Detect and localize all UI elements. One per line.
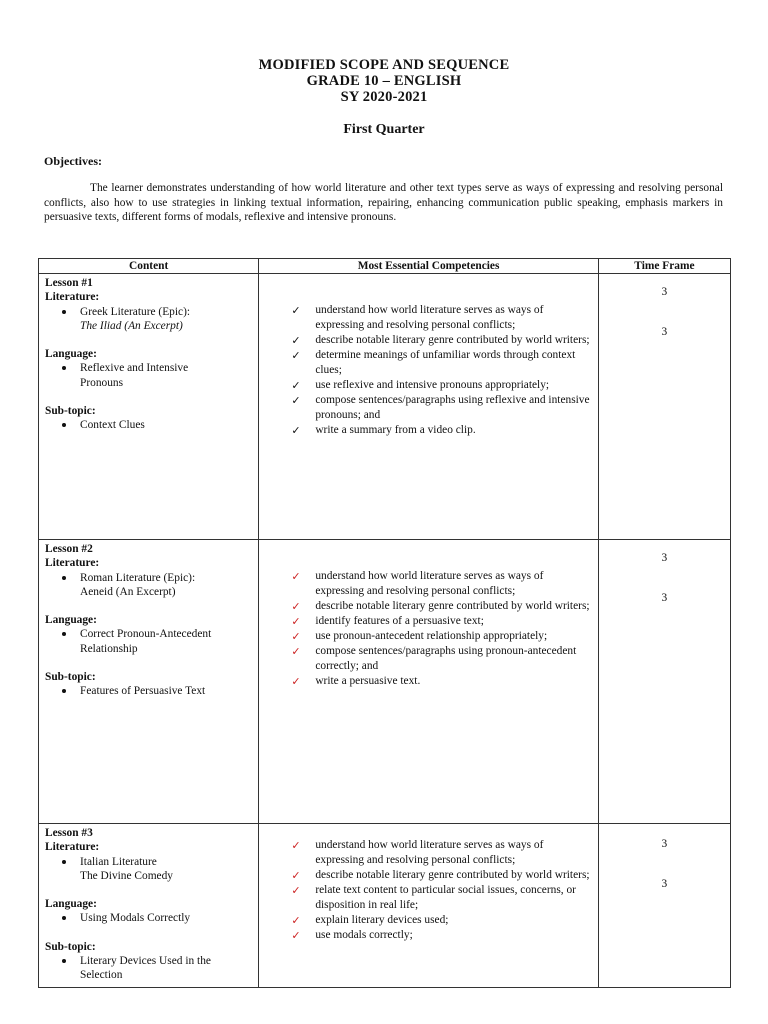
lesson-content-cell xyxy=(39,824,259,988)
document-title xyxy=(0,57,768,105)
checkmark-icon: ✓ xyxy=(291,424,301,437)
competency-item xyxy=(259,348,597,378)
time-frame-value: 3 xyxy=(661,592,668,604)
competency-list xyxy=(259,569,597,689)
time-frame-value: 3 xyxy=(661,552,668,564)
subtopic-line-1: Features of Persuasive Text xyxy=(80,685,206,698)
quarter-heading: First Quarter xyxy=(343,122,425,137)
subtopic-item xyxy=(45,684,258,698)
competencies-cell xyxy=(259,540,598,824)
competency-item xyxy=(259,838,597,868)
checkmark-icon: ✓ xyxy=(291,839,301,852)
lesson-content-cell xyxy=(39,274,259,540)
lesson-row xyxy=(39,824,731,988)
lesson-content-cell xyxy=(39,540,259,824)
subtopic-item xyxy=(45,954,258,983)
language-item xyxy=(45,911,258,925)
competency-text: use modals correctly; xyxy=(315,929,413,941)
title-line-2: GRADE 10 – ENGLISH xyxy=(306,73,462,89)
subtopic-line-1: Literary Devices Used in the xyxy=(80,955,211,968)
competency-item xyxy=(259,303,597,333)
competencies-cell xyxy=(259,824,598,988)
language-line-2: Pronouns xyxy=(80,376,124,389)
lesson-name: Lesson #2 xyxy=(45,543,93,555)
competency-item xyxy=(259,913,597,928)
competency-text: compose sentences/paragraphs using reflexive and intensive pronouns; and xyxy=(315,394,590,421)
checkmark-icon: ✓ xyxy=(291,869,301,882)
literature-label: Literature: xyxy=(45,841,100,854)
checkmark-icon: ✓ xyxy=(291,334,301,347)
competencies-cell xyxy=(259,274,598,540)
literature-label: Literature: xyxy=(45,557,100,570)
language-line-1: Using Modals Correctly xyxy=(80,912,191,925)
checkmark-icon: ✓ xyxy=(291,304,301,317)
lesson-name: Lesson #1 xyxy=(45,277,93,289)
competency-item xyxy=(259,674,597,689)
time-frame-header: Time Frame xyxy=(598,259,730,274)
competency-item xyxy=(259,569,597,599)
objectives-label: Objectives: xyxy=(44,154,102,168)
competencies-header: Most Essential Competencies xyxy=(259,259,598,274)
competency-text: use pronoun-antecedent relationship appropriately; xyxy=(315,630,548,642)
checkmark-icon: ✓ xyxy=(291,570,301,583)
competency-item xyxy=(259,629,597,644)
time-frame-value: 3 xyxy=(661,286,668,298)
competency-text: describe notable literary genre contributed by world writers; xyxy=(315,869,590,881)
checkmark-icon: ✓ xyxy=(291,884,301,897)
literature-line-1: Roman Literature (Epic): xyxy=(80,571,196,584)
table-header-row xyxy=(39,259,731,274)
competency-text: write a summary from a video clip. xyxy=(315,424,476,436)
language-line-2: Relationship xyxy=(80,642,138,655)
time-frame-cell xyxy=(598,540,730,824)
language-label: Language: xyxy=(45,898,97,911)
language-item xyxy=(45,361,258,390)
language-label: Language: xyxy=(45,348,97,361)
competency-text: relate text content to particular social issues, concerns, or disposition in real life; xyxy=(315,884,576,911)
language-line-1: Correct Pronoun-Antecedent xyxy=(80,628,212,641)
subtopic-line-2: Selection xyxy=(80,969,123,982)
literature-item xyxy=(45,571,258,600)
competency-item xyxy=(259,868,597,883)
lesson-row xyxy=(39,274,731,540)
subtopic-label: Sub-topic: xyxy=(45,671,96,684)
competency-text: explain literary devices used; xyxy=(315,914,449,926)
checkmark-icon: ✓ xyxy=(291,394,301,407)
language-item xyxy=(45,627,258,656)
competency-item xyxy=(259,928,597,943)
time-frame-value: 3 xyxy=(661,838,668,850)
competency-item xyxy=(259,423,597,438)
checkmark-icon: ✓ xyxy=(291,379,301,392)
time-frame-cell xyxy=(598,824,730,988)
subtopic-label: Sub-topic: xyxy=(45,940,96,953)
title-line-3: SY 2020-2021 xyxy=(340,89,428,105)
literature-line-2: The Iliad (An Excerpt) xyxy=(80,319,183,332)
subtopic-item xyxy=(45,418,258,432)
competency-item xyxy=(259,644,597,674)
scope-table xyxy=(38,258,731,988)
competency-text: understand how world literature serves as ways of expressing and resolving personal conflicts; xyxy=(315,839,544,866)
competency-text: compose sentences/paragraphs using pronoun-antecedent correctly; and xyxy=(315,645,577,672)
competency-item xyxy=(259,883,597,913)
competency-text: understand how world literature serves as ways of expressing and resolving personal conflicts; xyxy=(315,304,544,331)
subtopic-label: Sub-topic: xyxy=(45,405,96,418)
subtopic-line-1: Context Clues xyxy=(80,419,145,432)
time-frame-value: 3 xyxy=(661,878,668,890)
literature-item xyxy=(45,305,258,334)
title-line-1: MODIFIED SCOPE AND SEQUENCE xyxy=(258,57,510,73)
literature-line-1: Italian Literature xyxy=(80,855,157,868)
literature-label: Literature: xyxy=(45,291,100,304)
time-frame-value: 3 xyxy=(661,326,668,338)
checkmark-icon: ✓ xyxy=(291,645,301,658)
competency-list xyxy=(259,303,597,438)
language-label: Language: xyxy=(45,614,97,627)
lesson-row xyxy=(39,540,731,824)
competency-item xyxy=(259,393,597,423)
checkmark-icon: ✓ xyxy=(291,349,301,362)
content-header: Content xyxy=(39,259,259,274)
competency-item xyxy=(259,614,597,629)
checkmark-icon: ✓ xyxy=(291,914,301,927)
time-frame-cell xyxy=(598,274,730,540)
checkmark-icon: ✓ xyxy=(291,615,301,628)
objectives-text: The learner demonstrates understanding of how world literature and other text types serve as ways of expressing and resolving personal conflicts, also how to use strategies in linking textual information, repairing, enhancing communication public speaking, emphasis markers in persuasive texts, different forms of modals, reflexive and intensive pronouns. xyxy=(44,182,723,224)
competency-text: describe notable literary genre contributed by world writers; xyxy=(315,334,590,346)
checkmark-icon: ✓ xyxy=(291,630,301,643)
competency-text: use reflexive and intensive pronouns appropriately; xyxy=(315,379,550,391)
language-line-1: Reflexive and Intensive xyxy=(80,362,189,375)
checkmark-icon: ✓ xyxy=(291,600,301,613)
checkmark-icon: ✓ xyxy=(291,929,301,942)
competency-text: describe notable literary genre contributed by world writers; xyxy=(315,600,590,612)
competency-item xyxy=(259,378,597,393)
literature-line-2: Aeneid (An Excerpt) xyxy=(80,585,176,598)
competency-item xyxy=(259,599,597,614)
literature-line-2: The Divine Comedy xyxy=(80,869,174,882)
competency-text: understand how world literature serves as ways of expressing and resolving personal conflicts; xyxy=(315,570,544,597)
competency-text: identify features of a persuasive text; xyxy=(315,615,484,627)
literature-item xyxy=(45,855,258,884)
checkmark-icon: ✓ xyxy=(291,675,301,688)
lesson-name: Lesson #3 xyxy=(45,827,93,839)
competency-list xyxy=(259,838,597,943)
competency-text: write a persuasive text. xyxy=(315,675,421,687)
literature-line-1: Greek Literature (Epic): xyxy=(80,305,191,318)
competency-text: determine meanings of unfamiliar words through context clues; xyxy=(315,349,576,376)
competency-item xyxy=(259,333,597,348)
